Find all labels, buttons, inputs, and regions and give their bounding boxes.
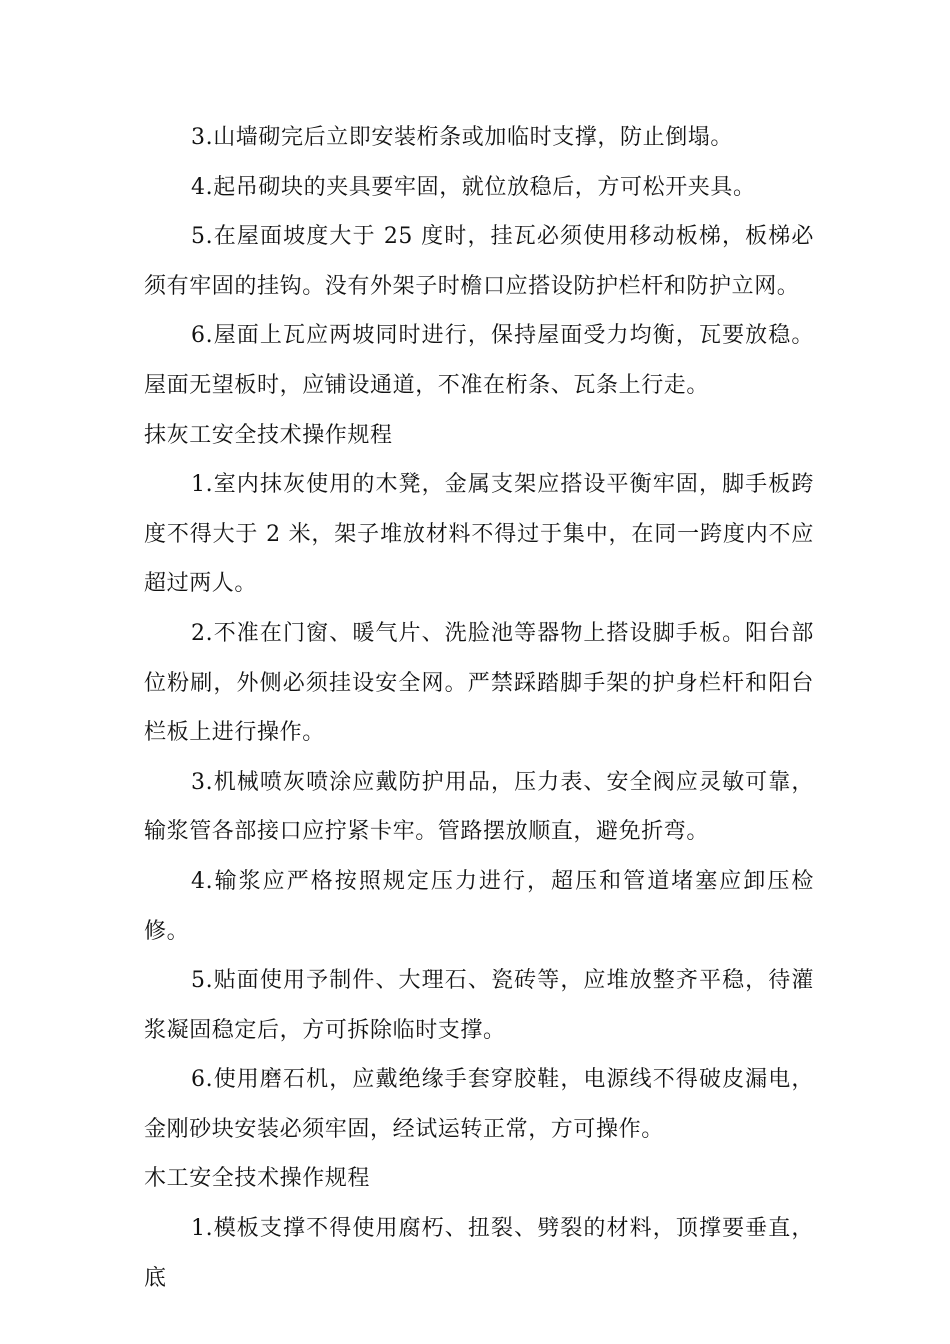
paragraph-plastering-5: 5.贴面使用予制件、大理石、瓷砖等，应堆放整齐平稳，待灌浆凝固稳定后，方可拆除临时支撑。 — [144, 968, 814, 1043]
paragraph-plastering-2: 2.不准在门窗、暖气片、洗脸池等器物上搭设脚手板。阳台部位粉刷，外侧必须挂设安全网。严禁踩踏脚手架的护身栏杆和阳台栏板上进行操作。 — [144, 620, 814, 746]
paragraph-plastering-6: 6.使用磨石机，应戴绝缘手套穿胶鞋，电源线不得破皮漏电，金刚砂块安装必须牢固，经试运转正常，方可操作。 — [144, 1067, 814, 1142]
paragraph-masonry-5: 5.在屋面坡度大于 25 度时，挂瓦必须使用移动板梯，板梯必须有牢固的挂钩。没有外架子时檐口应搭设防护栏杆和防护立网。 — [144, 224, 814, 299]
paragraph-plastering-1: 1.室内抹灰使用的木凳，金属支架应搭设平衡牢固，脚手板跨度不得大于 2 米，架子堆放材料不得过于集中，在同一跨度内不应超过两人。 — [144, 472, 814, 597]
paragraph-carpentry-1: 1.模板支撑不得使用腐朽、扭裂、劈裂的材料，顶撑要垂直，底 — [144, 1216, 814, 1291]
section-heading-plastering: 抹灰工安全技术操作规程 — [144, 422, 393, 448]
paragraph-masonry-6: 6.屋面上瓦应两坡同时进行，保持屋面受力均衡，瓦要放稳。屋面无望板时，应铺设通道，不准在桁条、瓦条上行走。 — [144, 323, 814, 398]
paragraph-plastering-3: 3.机械喷灰喷涂应戴防护用品，压力表、安全阀应灵敏可靠，输浆管各部接口应拧紧卡牢。管路摆放顺直，避免折弯。 — [144, 769, 814, 845]
document-body — [144, 113, 814, 1303]
section-heading-carpentry: 木工安全技术操作规程 — [144, 1166, 371, 1192]
paragraph-plastering-4: 4.输浆应严格按照规定压力进行，超压和管道堵塞应卸压检修。 — [144, 868, 814, 944]
paragraph-masonry-3: 3.山墙砌完后立即安装桁条或加临时支撑，防止倒塌。 — [191, 125, 733, 150]
paragraph-masonry-4: 4.起吊砌块的夹具要牢固，就位放稳后，方可松开夹具。 — [191, 174, 756, 200]
